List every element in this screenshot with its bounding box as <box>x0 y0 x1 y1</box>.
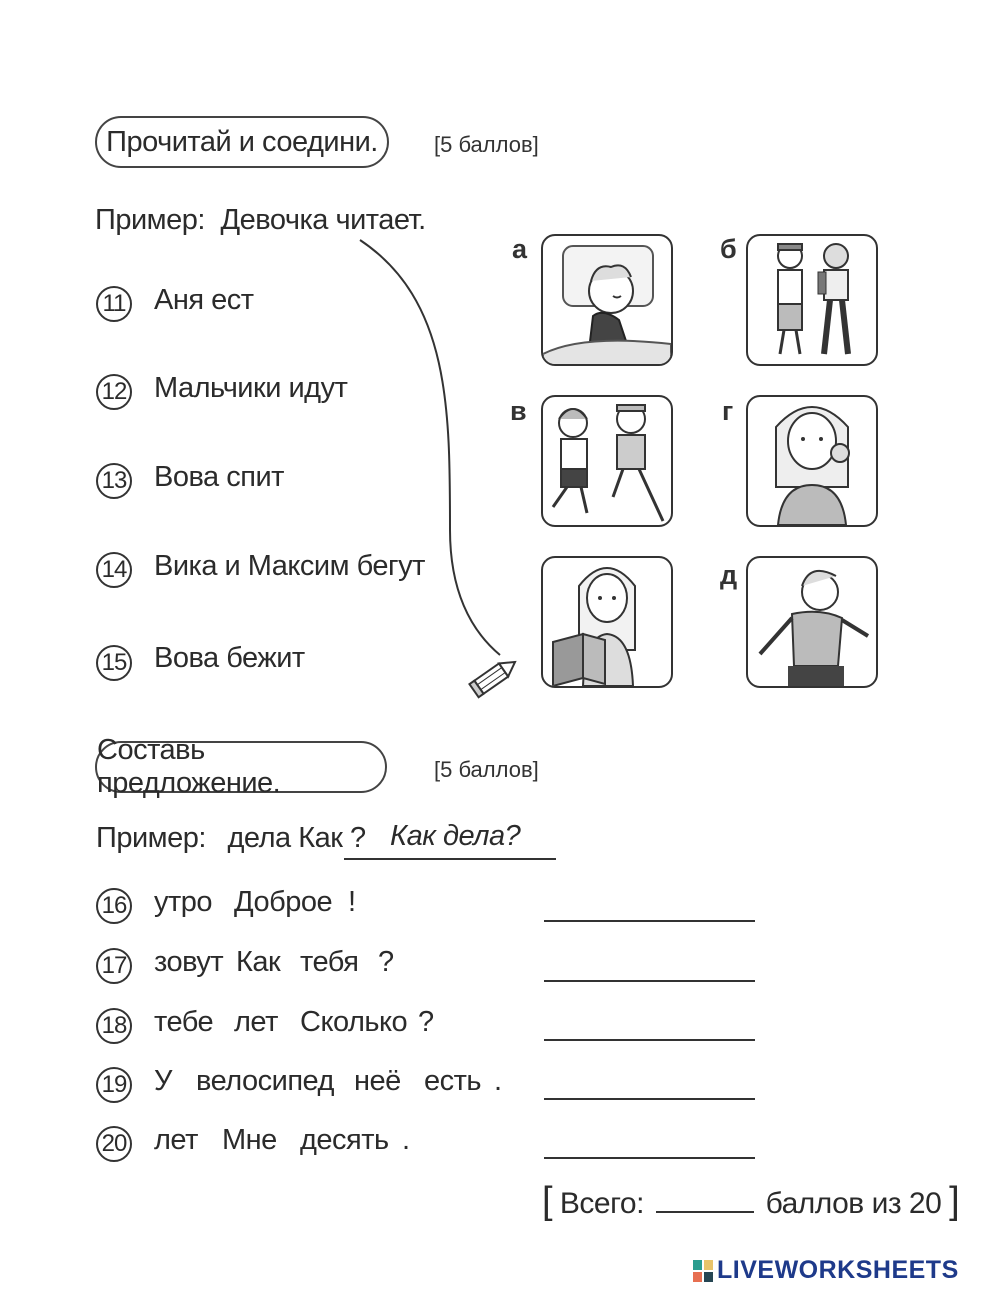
section2-points: [5 баллов] <box>434 757 539 782</box>
word-20-3: десять <box>300 1124 389 1156</box>
item-number-18: 18 <box>96 1008 132 1044</box>
example-label: Пример: Девочка читает. <box>95 204 426 236</box>
section1-points: [5 баллов] <box>434 132 539 157</box>
picture-letter-g: г <box>722 396 734 426</box>
word-19-4: есть <box>424 1065 482 1097</box>
word-19-1: У <box>154 1065 172 1097</box>
picture-letter-d: д <box>720 560 738 590</box>
example2-words: дела Как ? <box>227 822 366 854</box>
word-18-3: Сколько <box>300 1006 408 1038</box>
word-17-4: ? <box>378 946 394 978</box>
item-number-16: 16 <box>96 888 132 924</box>
girl-reading-icon <box>543 558 671 686</box>
picture-v-kids-running[interactable] <box>541 395 673 527</box>
item-number-11: 11 <box>96 286 132 322</box>
pencil-icon <box>469 655 519 697</box>
item-number-15: 15 <box>96 645 132 681</box>
answer-line-17[interactable] <box>544 980 755 982</box>
picture-a-sleeping-boy[interactable] <box>541 234 673 366</box>
word-18-1: тебе <box>154 1006 214 1038</box>
item-number-19: 19 <box>96 1067 132 1103</box>
word-18-2: лет <box>234 1006 278 1038</box>
boy-running-icon <box>748 558 876 686</box>
total-score: [ Всего: баллов из 20 ] <box>542 1180 960 1222</box>
liveworksheets-logo: LIVEWORKSHEETS <box>693 1256 959 1285</box>
sentence-13[interactable]: Вова спит <box>154 461 284 493</box>
answer-line-19[interactable] <box>544 1098 755 1100</box>
total-score-line[interactable] <box>656 1211 754 1213</box>
item-number-13: 13 <box>96 463 132 499</box>
word-17-2: Как <box>236 946 281 978</box>
picture-letter-v: в <box>510 396 527 426</box>
sentence-15[interactable]: Вова бежит <box>154 642 305 674</box>
example-sentence: Девочка читает. <box>220 204 426 236</box>
item-number-14: 14 <box>96 552 132 588</box>
picture-letter-a: а <box>512 234 528 264</box>
word-17-1: зовут <box>154 946 224 978</box>
word-19-3: неё <box>354 1065 401 1097</box>
word-18-4: ? <box>418 1006 434 1038</box>
picture-letter-b: б <box>720 234 737 264</box>
word-16-1: утро <box>154 886 213 918</box>
example2-answer-line <box>344 858 556 860</box>
example2-answer: Как дела? <box>390 820 521 852</box>
answer-line-18[interactable] <box>544 1039 755 1041</box>
picture-example-girl-reading[interactable] <box>541 556 673 688</box>
word-20-2: Мне <box>222 1124 277 1156</box>
sentence-11[interactable]: Аня ест <box>154 284 254 316</box>
item-number-12: 12 <box>96 374 132 410</box>
sentence-14[interactable]: Вика и Максим бегут <box>154 550 425 582</box>
word-16-3: ! <box>348 886 356 918</box>
item-number-17: 17 <box>96 948 132 984</box>
running-kids-icon <box>543 397 671 525</box>
section2-title: Составь предложение. <box>95 741 387 793</box>
word-16-2: Доброе <box>234 886 333 918</box>
section1-title: Прочитай и соедини. <box>95 116 389 168</box>
picture-d-boy-running[interactable] <box>746 556 878 688</box>
sentence-12[interactable]: Мальчики идут <box>154 372 348 404</box>
item-number-20: 20 <box>96 1126 132 1162</box>
word-17-3: тебя <box>300 946 359 978</box>
picture-g-girl-eating[interactable] <box>746 395 878 527</box>
word-20-4: . <box>402 1124 410 1156</box>
walking-boys-icon <box>748 236 876 364</box>
word-19-5: . <box>494 1065 502 1097</box>
logo-icon <box>693 1260 713 1282</box>
example-connector-line <box>340 230 540 710</box>
answer-line-20[interactable] <box>544 1157 755 1159</box>
word-20-1: лет <box>154 1124 198 1156</box>
example2-label: Пример: дела Как ? <box>96 822 366 854</box>
word-19-2: велосипед <box>196 1065 334 1097</box>
answer-line-16[interactable] <box>544 920 755 922</box>
picture-b-boys-walking[interactable] <box>746 234 878 366</box>
sleeping-boy-icon <box>543 236 671 364</box>
girl-eating-icon <box>748 397 876 525</box>
